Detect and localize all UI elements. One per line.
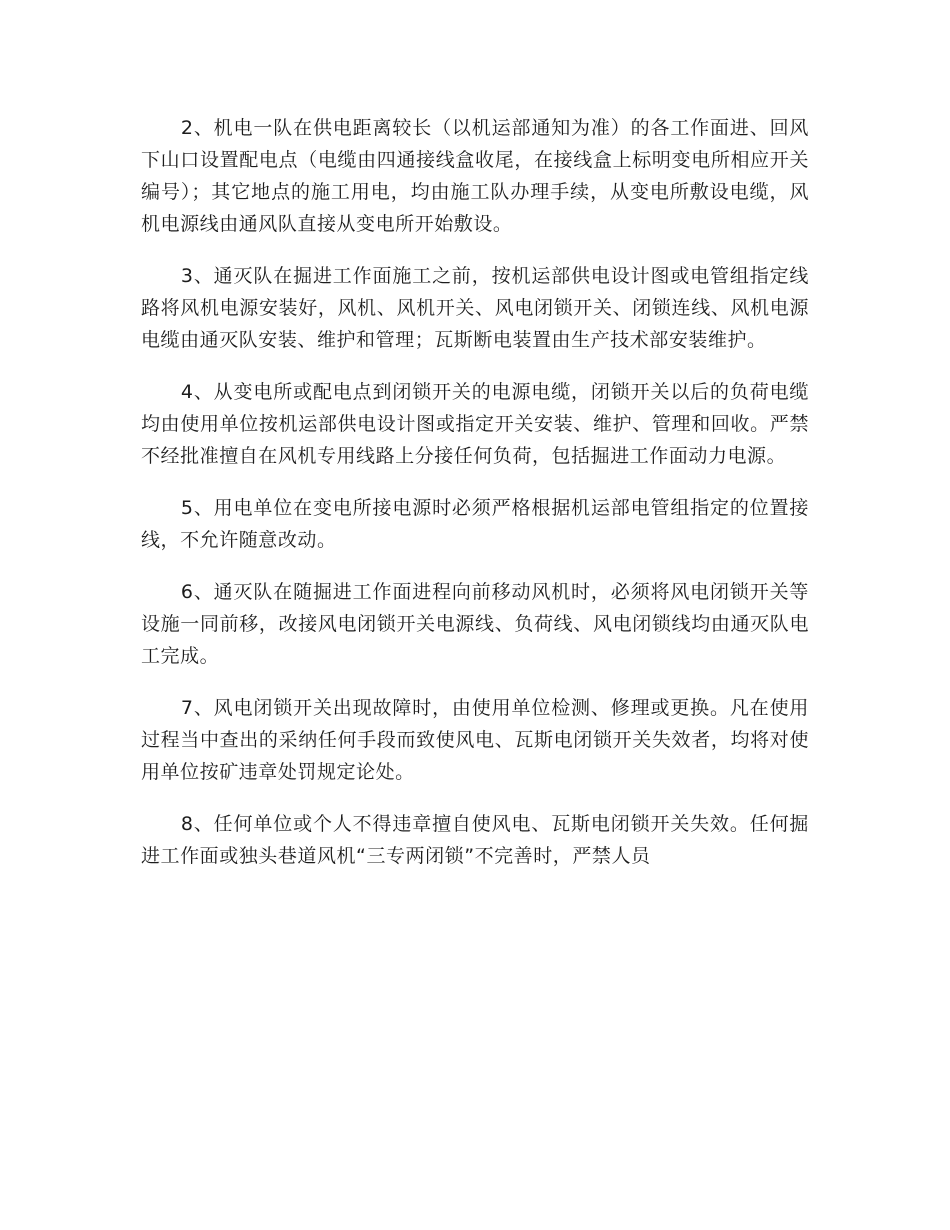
paragraph-3: 3、通灭队在掘进工作面施工之前，按机运部供电设计图或电管组指定线路将风机电源安装好，风机、风机开关、风电闭锁开关、闭锁连线、风机电源电缆由通灭队安装、维护和管理；瓦斯断电装置由生产技术部安装维护。 (141, 265, 809, 351)
document-body (141, 112, 809, 892)
paragraph-8: 8、任何单位或个人不得违章擅自使风电、瓦斯电闭锁开关失效。任何掘进工作面或独头巷道风机“三专两闭锁”不完善时，严禁人员 (141, 813, 809, 867)
paragraph-4: 4、从变电所或配电点到闭锁开关的电源电缆，闭锁开关以后的负荷电缆均由使用单位按机运部供电设计图或指定开关安装、维护、管理和回收。严禁不经批准擅自在风机专用线路上分接任何负荷，包括掘进工作面动力电源。 (141, 381, 809, 467)
paragraph-6: 6、通灭队在随掘进工作面进程向前移动风机时，必须将风电闭锁开关等设施一同前移，改接风电闭锁开关电源线、负荷线、风电闭锁线均由通灭队电工完成。 (141, 581, 809, 667)
paragraph-2: 2、机电一队在供电距离较长（以机运部通知为准）的各工作面进、回风下山口设置配电点（电缆由四通接线盒收尾，在接线盒上标明变电所相应开关编号）；其它地点的施工用电，均由施工队办理手续，从变电所敷设电缆，风机电源线由通风队直接从变电所开始敷设。 (141, 117, 809, 235)
paragraph-5: 5、用电单位在变电所接电源时必须严格根据机运部电管组指定的位置接线，不允许随意改动。 (141, 497, 809, 551)
paragraph-7: 7、风电闭锁开关出现故障时，由使用单位检测、修理或更换。凡在使用过程当中查出的采纳任何手段而致使风电、瓦斯电闭锁开关失效者，均将对使用单位按矿违章处罚规定论处。 (141, 697, 809, 783)
